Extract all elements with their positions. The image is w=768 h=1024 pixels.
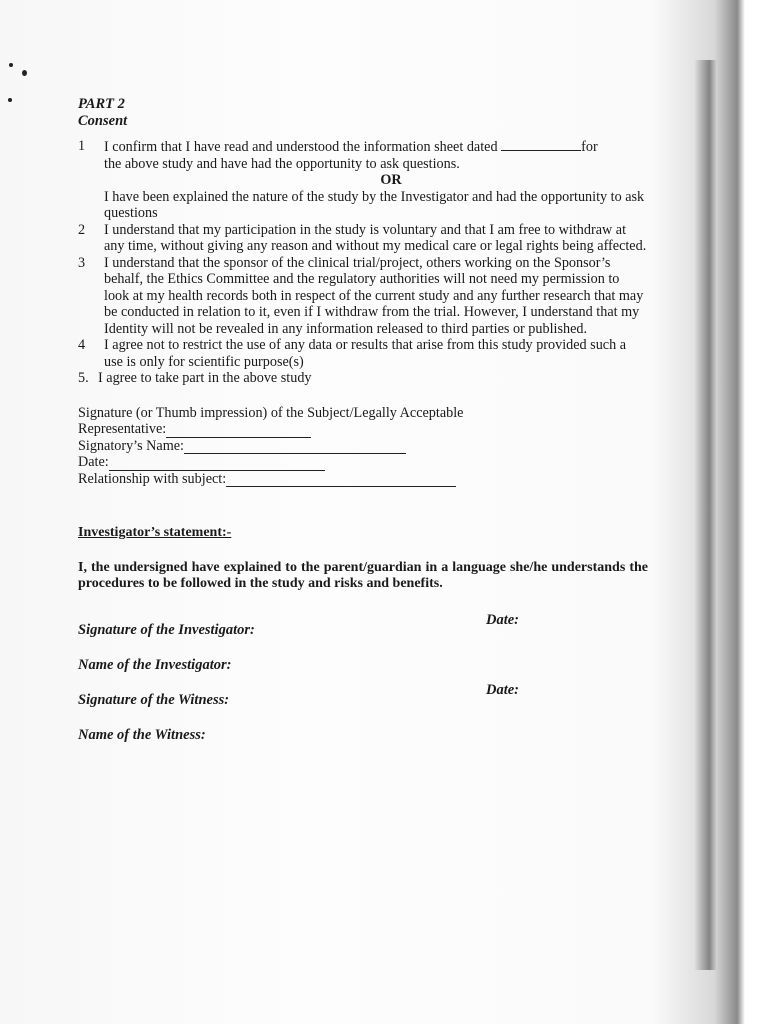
item-text: I understand that my participation in the study is voluntary and that I am free to withdraw at any time, without giving any reason and without my medical care or legal rights being affected. — [104, 221, 647, 254]
date-label: Date: — [78, 454, 109, 470]
section-title: Consent — [78, 112, 128, 129]
witness-signature-row — [78, 681, 648, 727]
investigator-signature-label: Signature of the Investigator: — [78, 621, 255, 638]
representative-label: Representative: — [78, 421, 167, 437]
part-title: PART 2 — [78, 96, 125, 112]
witness-date-label: Date: — [486, 681, 520, 698]
item-text — [104, 138, 648, 222]
representative-field[interactable] — [166, 424, 311, 438]
or-label: OR — [380, 172, 402, 188]
investigator-heading: Investigator’s statement:- — [78, 525, 232, 540]
scan-speck — [8, 98, 12, 102]
scan-speck — [22, 70, 27, 76]
scan-speck — [9, 63, 13, 67]
investigator-name-label: Name of the Investigator: — [78, 656, 232, 673]
consent-item-5 — [78, 370, 648, 387]
item-number: 3 — [78, 254, 86, 271]
date-line — [78, 454, 648, 471]
witness-signature-label: Signature of the Witness: — [78, 691, 230, 708]
consent-item-4 — [78, 337, 648, 370]
item-number: 5. — [78, 370, 89, 386]
relationship-line — [78, 471, 648, 488]
date-blank-line — [501, 138, 581, 151]
consent-item-1 — [78, 138, 648, 222]
investigator-statement: I, the undersigned have explained to the parent/guardian in a language she/he understands the procedures to be followed in the study and risks and benefits. — [78, 559, 648, 591]
signatory-name-label: Signatory’s Name: — [78, 437, 184, 454]
item-number: 2 — [78, 221, 86, 238]
signatory-name-field[interactable] — [184, 440, 406, 454]
witness-name-label: Name of the Witness: — [78, 726, 206, 743]
consent-item-2 — [78, 222, 648, 255]
subject-signature-block — [78, 405, 648, 488]
item-text: I agree not to restrict the use of any data or results that arise from this study provided such a use is only for scientific purpose(s) — [104, 337, 627, 370]
item-1-text: I confirm that I have read and understood the information sheet dated — [104, 139, 498, 155]
signatory-name-line — [78, 438, 648, 455]
representative-line — [78, 421, 648, 438]
item-1-for: for — [581, 139, 598, 155]
item-1-alt: I have been explained the nature of the study by the Investigator and had the opportunity to ask questions — [104, 188, 645, 221]
item-number: 1 — [78, 138, 86, 154]
item-1-cont: the above study and have had the opportunity to ask questions. — [104, 155, 460, 172]
investigator-date-label: Date: — [486, 611, 520, 628]
item-text: I understand that the sponsor of the clinical trial/project, others working on the Sponsor’s behalf, the Ethics Committee and the regulatory authorities will not need my permission to look at my health records both in respect of the current study and any further research that may be conducted in relation to it, even if I withdraw from the trial. However, I understand that my Identity will not be revealed in any information released to third parties or published. — [104, 254, 644, 337]
item-number: 4 — [78, 337, 86, 353]
page-edge-shadow — [694, 60, 716, 970]
relationship-label: Relationship with subject: — [78, 470, 227, 487]
consent-form — [78, 96, 648, 762]
witness-name-row — [78, 727, 648, 762]
signature-label: Signature (or Thumb impression) of the Subject/Legally Acceptable — [78, 404, 464, 421]
investigator-signature-row — [78, 611, 648, 657]
investigator-name-row — [78, 657, 648, 692]
relationship-field[interactable] — [226, 473, 456, 487]
date-field[interactable] — [109, 457, 325, 471]
item-text: I agree to take part in the above study — [98, 370, 312, 386]
consent-item-3 — [78, 255, 648, 338]
